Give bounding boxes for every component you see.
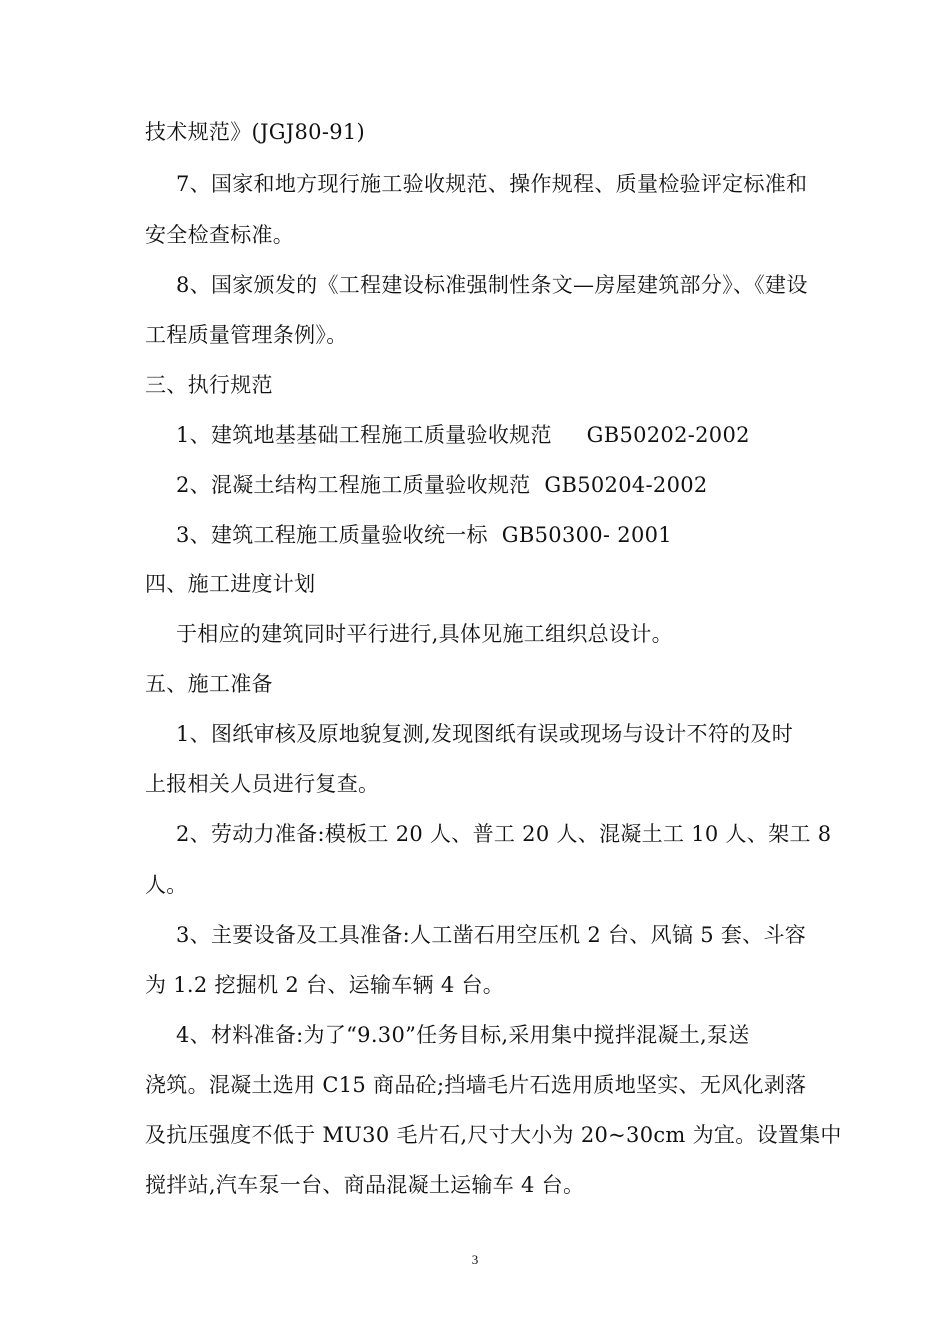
text-line: 及抗压强度不低于 MU30 毛片石,尺寸大小为 20~30cm 为宜。设置集中 — [145, 1123, 842, 1147]
text-line: 4、材料准备:为了“9.30”任务目标,采用集中搅拌混凝土,泵送 — [176, 1023, 750, 1047]
text-line: 2、劳动力准备:模板工 20 人、普工 20 人、混凝土工 10 人、架工 8 — [176, 822, 832, 846]
page-number: 3 — [471, 1252, 479, 1267]
text-line: 上报相关人员进行复查。 — [145, 772, 380, 796]
text-line: 1、建筑地基基础工程施工质量验收规范 GB50202-2002 — [176, 423, 750, 447]
text-line: 人。 — [145, 873, 188, 897]
text-line: 工程质量管理条例》。 — [145, 323, 348, 347]
text-line: 浇筑。混凝土选用 C15 商品砼;挡墙毛片石选用质地坚实、无风化剥落 — [145, 1073, 807, 1097]
text-line: 7、国家和地方现行施工验收规范、操作规程、质量检验评定标准和 — [176, 172, 808, 196]
text-line: 3、建筑工程施工质量验收统一标 GB50300- 2001 — [176, 523, 672, 547]
section-heading: 四、施工进度计划 — [145, 572, 316, 596]
text-line: 技术规范》(JGJ80-91) — [145, 120, 366, 144]
section-heading: 五、施工准备 — [145, 672, 273, 696]
section-heading: 三、执行规范 — [145, 373, 273, 397]
text-line: 8、国家颁发的《工程建设标准强制性条文—房屋建筑部分》、《建设 — [176, 273, 808, 297]
text-line: 3、主要设备及工具准备:人工凿石用空压机 2 台、风镐 5 套、斗容 — [176, 923, 807, 947]
text-line: 搅拌站,汽车泵一台、商品混凝土运输车 4 台。 — [145, 1173, 585, 1197]
text-line: 2、混凝土结构工程施工质量验收规范 GB50204-2002 — [176, 473, 708, 497]
text-line: 安全检查标准。 — [145, 223, 295, 247]
text-line: 于相应的建筑同时平行进行,具体见施工组织总设计。 — [176, 622, 673, 646]
text-line: 为 1.2 挖掘机 2 台、运输车辆 4 台。 — [145, 973, 505, 997]
text-line: 1、图纸审核及原地貌复测,发现图纸有误或现场与设计不符的及时 — [176, 722, 794, 746]
